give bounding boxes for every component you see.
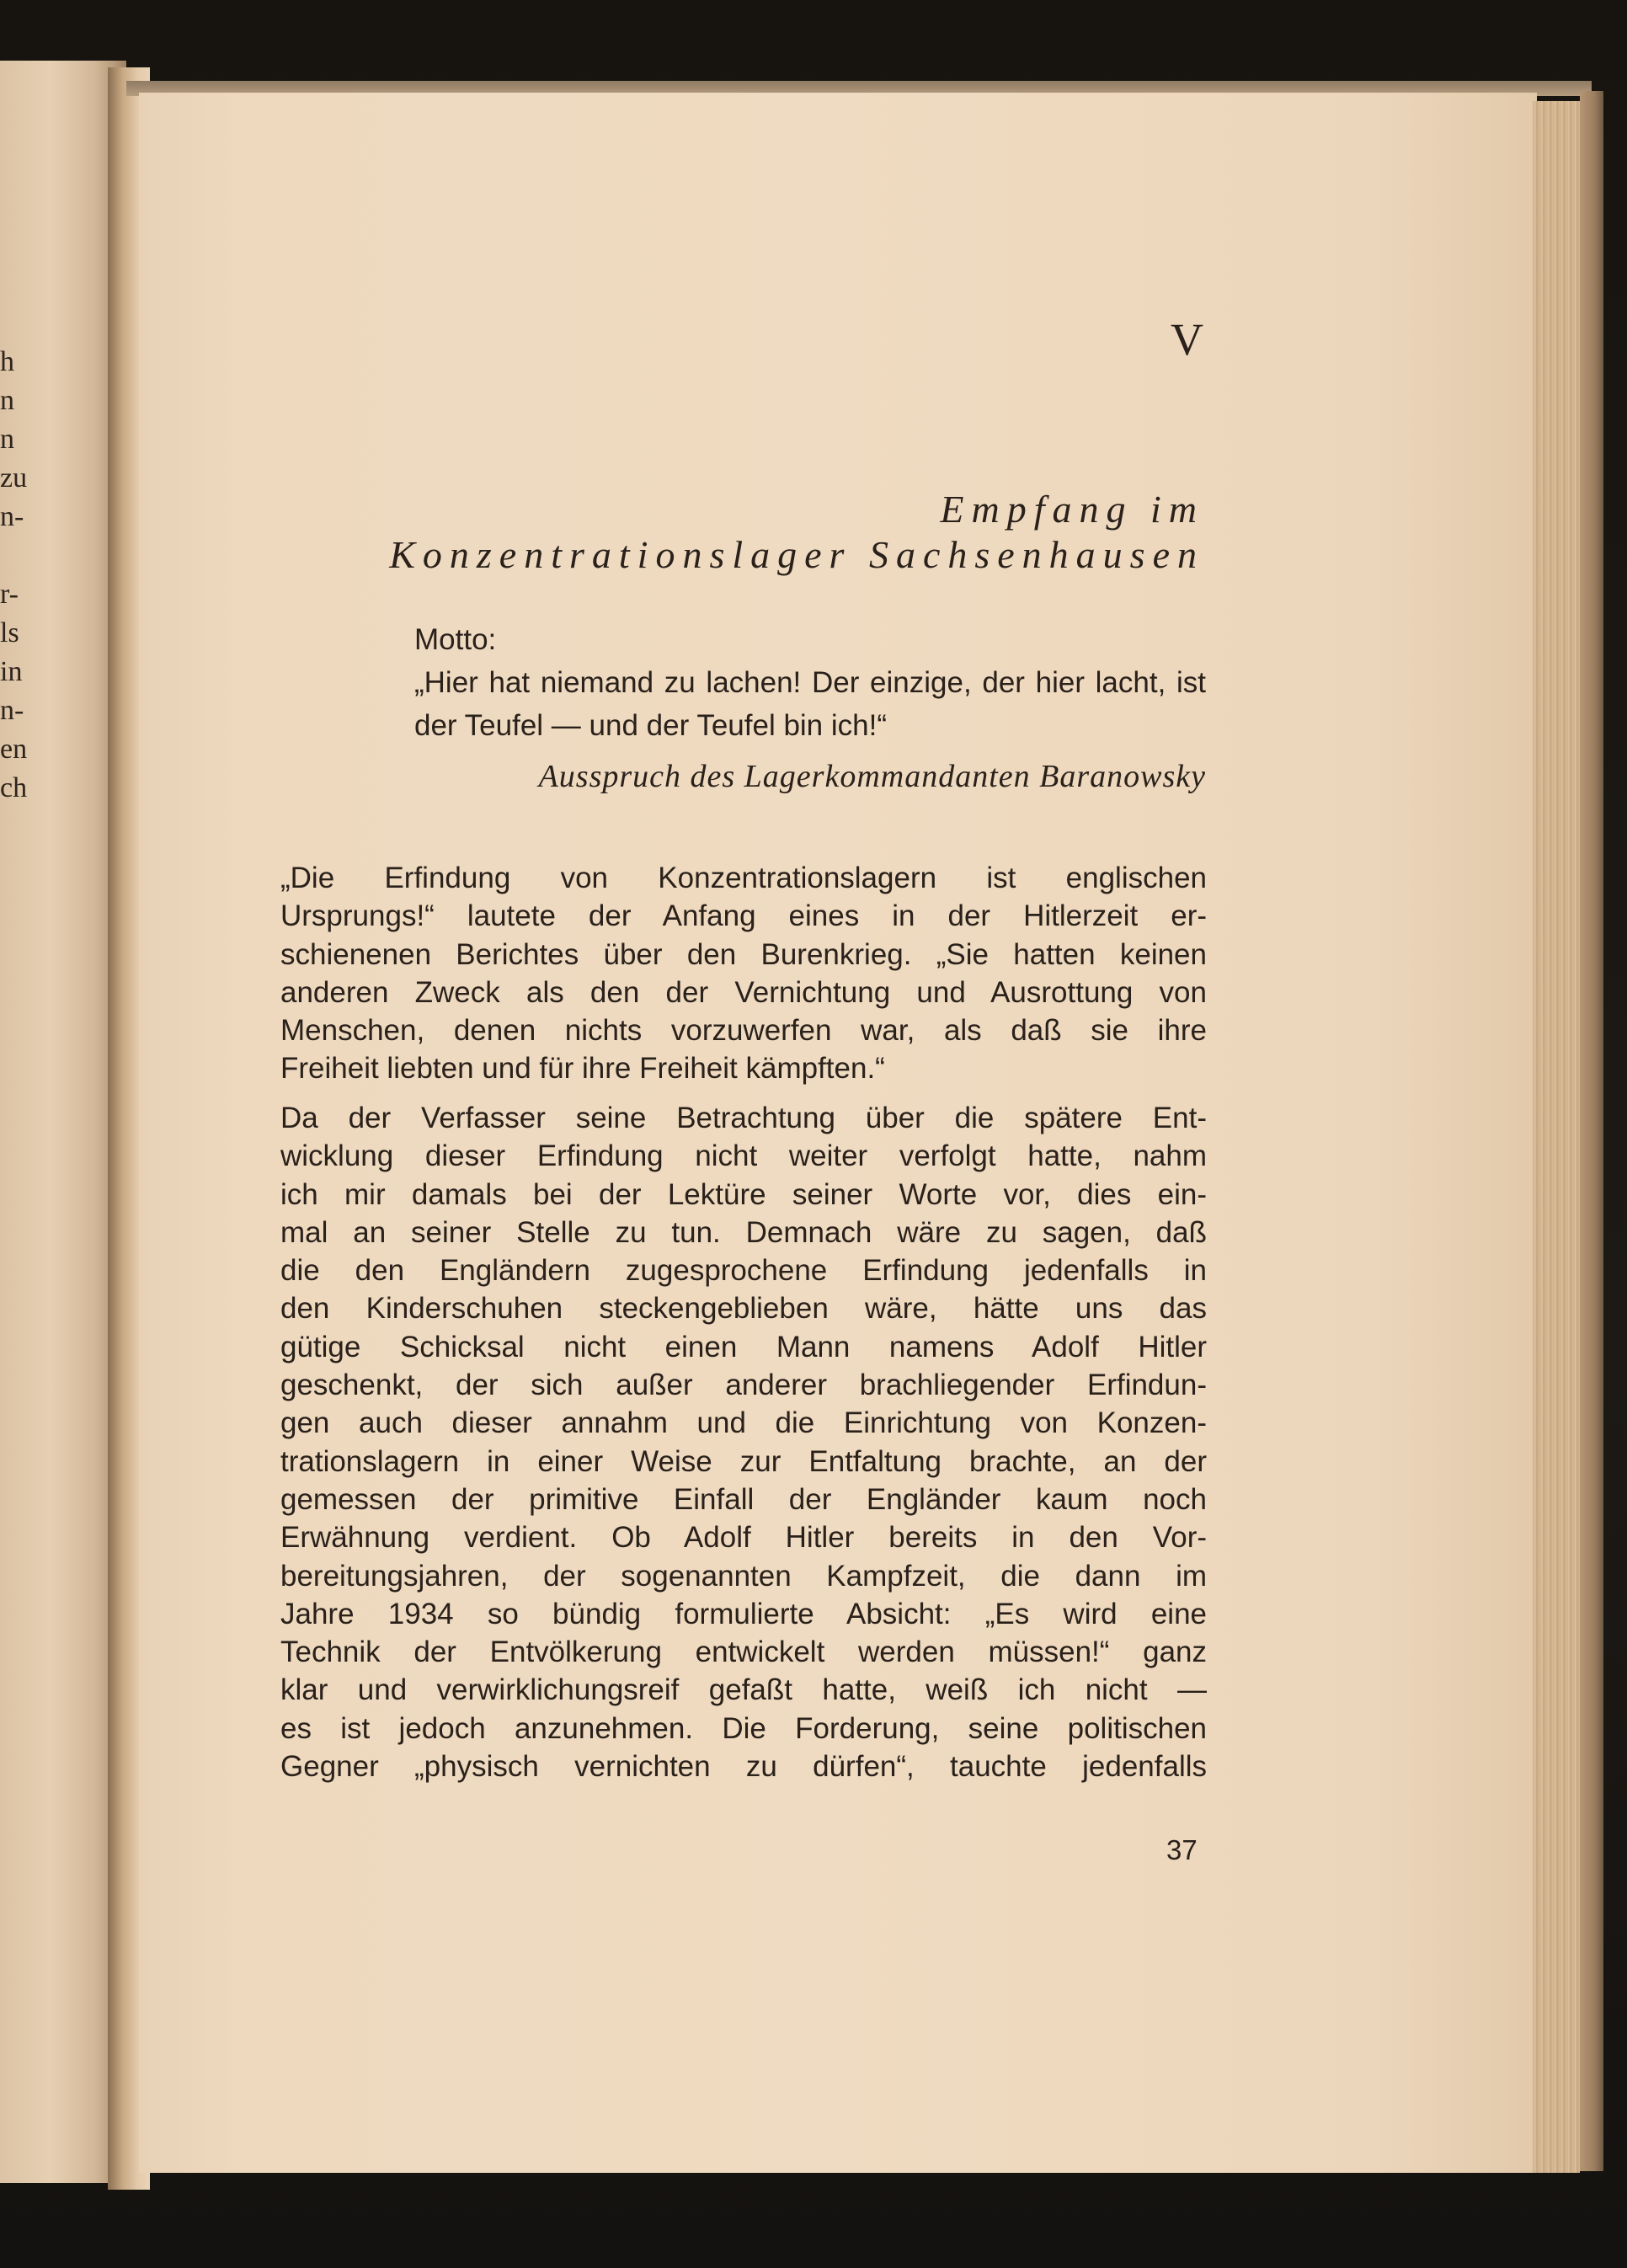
text-line: anderen Zweck als den der Vernichtung und Ausrottung von [280, 975, 1207, 1009]
text-line: gütige Schicksal nicht einen Mann namens Adolf Hitler [280, 1330, 1207, 1363]
text-line: es ist jedoch anzunehmen. Die Forderung, seine politischen [280, 1711, 1207, 1745]
left-fragment: in [0, 656, 23, 687]
left-fragment: h [0, 346, 14, 377]
chapter-number: V [1171, 314, 1205, 365]
text-line: klar und verwirklichungsreif gefaßt hatte, weiß ich nicht — [280, 1673, 1207, 1707]
motto-quote: „Hier hat niemand zu lachen! Der einzige, der hier lacht, ist der Teufel — und der Teufel bin ich!“ [414, 666, 1206, 742]
motto-attribution: Ausspruch des Lagerkommandanten Baranowsky [538, 759, 1206, 794]
text-line: Menschen, denen nichts vorzuwerfen war, als daß sie ihre [280, 1014, 1207, 1048]
text-line: geschenkt, der sich außer anderer brachliegender Erfindun- [280, 1369, 1207, 1402]
left-fragment: n [0, 385, 14, 416]
text-line: Jahre 1934 so bündig formulierte Absicht: „Es wird eine [280, 1597, 1207, 1630]
left-fragment-gap [0, 536, 34, 575]
left-fragment: en [0, 734, 28, 765]
left-fragment: zu [0, 462, 28, 494]
text-line: bereitungsjahren, der sogenannten Kampfzeit, die dann im [280, 1559, 1207, 1593]
paragraph [280, 859, 1207, 1088]
text-line: Freiheit liebten und für ihre Freiheit kämpften.“ [280, 1052, 885, 1086]
text-line: die den Engländern zugesprochene Erfindung jedenfalls in [280, 1254, 1207, 1288]
text-line: wicklung dieser Erfindung nicht weiter verfolgt hatte, nahm [280, 1139, 1207, 1173]
text-line: gemessen der primitive Einfall der Engländer kaum noch [280, 1482, 1207, 1516]
left-fragment: n [0, 424, 14, 455]
motto-label: Motto: [414, 623, 497, 656]
text-line: Gegner „physisch vernichten zu dürfen“, tauchte jedenfalls [280, 1750, 1207, 1784]
text-line: „Die Erfindung von Konzentrationslagern ist englischen [280, 862, 1207, 894]
text-line: Ursprungs!“ lautete der Anfang eines in der Hitlerzeit er- [280, 899, 1207, 933]
left-fragment: n- [0, 695, 24, 726]
text-line: Erwähnung verdient. Ob Adolf Hitler bereits in den Vor- [280, 1521, 1207, 1555]
left-page-text-fragments [0, 343, 34, 808]
cover-board [1580, 91, 1603, 2171]
left-fragment: ls [0, 617, 19, 648]
motto-block [414, 618, 1206, 798]
chapter-title [278, 487, 1204, 578]
text-line: Technik der Entvölkerung entwickelt werden müssen!“ ganz [280, 1636, 1207, 1669]
left-fragment: n- [0, 501, 24, 532]
text-line: mal an seiner Stelle zu tun. Demnach wäre zu sagen, daß [280, 1215, 1207, 1249]
text-line: trationslagern in einer Weise zur Entfaltung brachte, an der [280, 1444, 1207, 1478]
paragraph [280, 1099, 1207, 1785]
page-edges [1533, 101, 1580, 2173]
left-fragment: ch [0, 772, 28, 803]
text-line: ich mir damals bei der Lektüre seiner Worte vor, dies ein- [280, 1177, 1207, 1211]
left-fragment: r- [0, 579, 19, 610]
page-number: 37 [1166, 1834, 1198, 1865]
chapter-title-line: Empfang im [940, 488, 1204, 531]
text-line: gen auch dieser annahm und die Einrichtung von Konzen- [280, 1406, 1207, 1440]
text-line: schienenen Berichtes über den Burenkrieg. „Sie hatten keinen [280, 937, 1207, 971]
text-line: den Kinderschuhen steckengeblieben wäre, hätte uns das [280, 1292, 1207, 1326]
text-line: Da der Verfasser seine Betrachtung über die spätere Ent- [280, 1102, 1207, 1134]
chapter-title-line: Konzentrationslager Sachsenhausen [389, 533, 1204, 576]
